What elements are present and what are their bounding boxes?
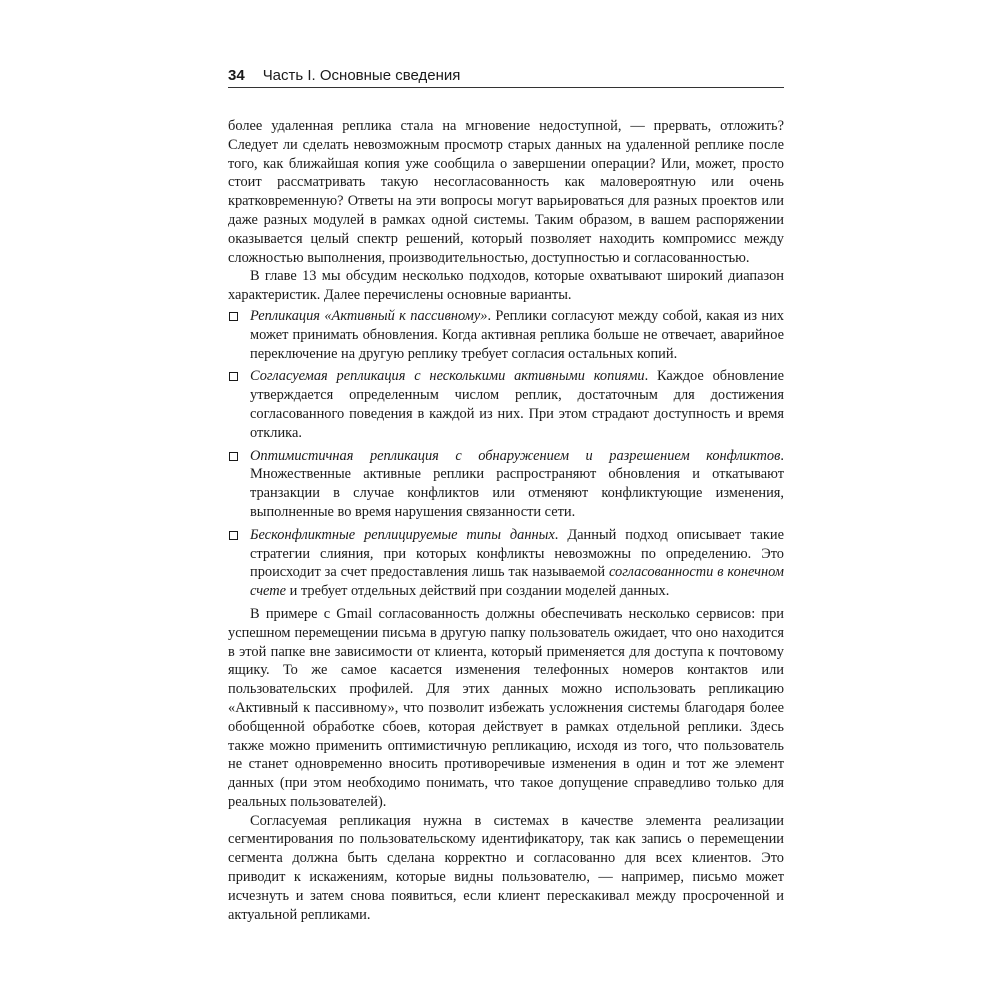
- paragraph-continuation: более удаленная реплика стала на мгновение недоступной, — прервать, отложить? Следует ли сделать невозможным просмотр старых данных на удаленной реплике после того, как ближайшая копия уже сообщила о завершении операции? Или, может, просто стоит рассматривать такую несогласованность как маловероятную или очень кратковременную? Ответы на эти вопросы могут варьироваться для разных проектов или даже разных модулей в рамках одной системы. Таким образом, в вашем распоряжении оказывается целый спектр решений, который позволяет находить компромисс между сложностью выполнения, производительностью, доступностью и согласованностью.: [228, 118, 784, 266]
- paragraph-gmail-example: В примере с Gmail согласованность должны обеспечивать несколько сервисов: при успешном перемещении письма в другую папку пользователь ожидает, что оно находится в этой папке вне зависимости от клиента, который применяется для доступа к почтовому ящику. То же самое касается изменения телефонных номеров контактов или пользовательских профилей. Для этих данных можно использовать репликацию «Активный к пассивному», что позволит избежать усложнения системы благодаря более обобщенной обработке сбоев, которая действует в рамках отдельной реплики. Здесь также можно применить оптимистичную репликацию, исходя из того, что пользователь не станет одновременно вносить противоречивые изменения в один и тот же элемент данных (при этом необходимо понимать, что такое допущение справедливо только для реальных пользователей).: [228, 605, 784, 810]
- list-item: [228, 447, 784, 522]
- replication-variants-list: [228, 307, 784, 601]
- checkbox-bullet-icon: [229, 531, 238, 540]
- checkbox-bullet-icon: [229, 452, 238, 461]
- list-item-text-tail: и требует отдельных действий при создании моделей данных.: [286, 583, 670, 600]
- list-item: [228, 367, 784, 442]
- page-body: [228, 117, 784, 924]
- list-item-text: . Каждое обновление утверждается определенным числом реплик, достаточным для достижения согласованного поведения в каждой из них. При этом страдают доступность и время отклика.: [250, 368, 784, 441]
- list-item-term: Оптимистичная репликация с обнаружением и разрешением конфликтов: [250, 447, 781, 464]
- list-item-term-inline: согласованности в конечном счете: [250, 564, 784, 600]
- running-title: Часть I. Основные сведения: [262, 67, 461, 84]
- list-item-text: . Множественные активные реплики распространяют обновления и откатывают транзакции в случае конфликтов или отменяют конфликтующие изменения, выполненные во время нарушения связанности сети.: [250, 447, 784, 520]
- page-number: 34: [228, 67, 245, 84]
- list-item-term: Бесконфликтные реплицируемые типы данных: [250, 526, 555, 543]
- list-item: [228, 526, 784, 601]
- list-item-term: Согласуемая репликация с несколькими активными копиями: [250, 368, 645, 385]
- checkbox-bullet-icon: [229, 312, 238, 321]
- checkbox-bullet-icon: [229, 372, 238, 381]
- list-item-term: Репликация «Активный к пассивному»: [250, 307, 488, 324]
- list-item-text: . Реплики согласуют между собой, какая из них может принимать обновления. Когда активная реплика больше не отвечает, аварийное переключение на другую реплику требует согласия остальных копий.: [250, 307, 784, 362]
- running-header: [228, 66, 784, 86]
- list-item: [228, 307, 784, 363]
- header-divider: [228, 87, 784, 88]
- paragraph-consensus-replication: Согласуемая репликация нужна в системах в качестве элемента реализации сегментирования по пользовательскому идентификатору, так как запись о перемещении сегмента должна быть сделана корректно и согласованно для всех клиентов. Это приводит к искажениям, которые видны пользователю, — например, письмо может исчезнуть и затем снова появиться, если клиент перескакивал между просроченной и актуальной репликами.: [228, 812, 784, 923]
- paragraph-chapter-reference: В главе 13 мы обсудим несколько подходов, которые охватывают широкий диапазон характеристик. Далее перечислены основные варианты.: [228, 268, 784, 304]
- list-item-text: . Данный подход описывает такие стратегии слияния, при которых конфликты невозможны по определению. Это происходит за счет предоставления лишь так называемой: [250, 526, 784, 581]
